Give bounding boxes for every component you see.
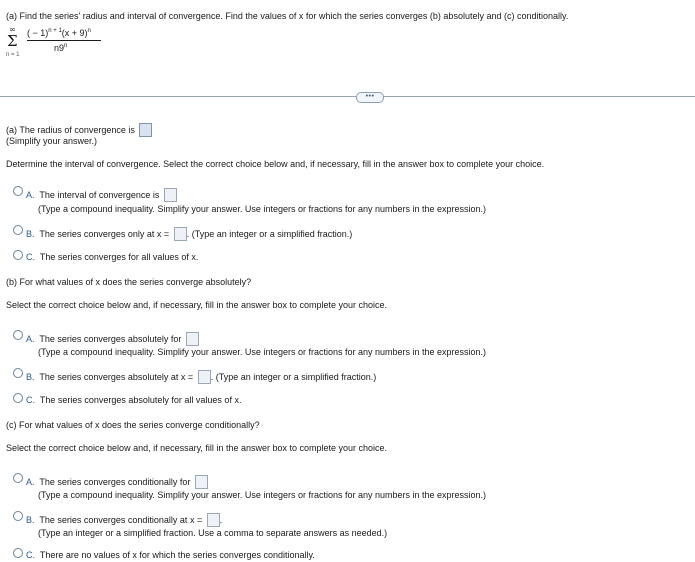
part-c-option-a[interactable] xyxy=(26,475,208,489)
numerator-sign: ( − 1) xyxy=(27,28,49,38)
radius-prompt xyxy=(6,123,152,137)
series-numerator xyxy=(27,28,91,38)
option-letter: A. xyxy=(26,477,35,487)
part-c-instruction: Select the correct choice below and, if necessary, fill in the answer box to complete your choice. xyxy=(6,443,388,453)
option-text: The series converges conditionally for xyxy=(39,477,191,487)
part-b-option-a-radio[interactable] xyxy=(13,330,23,340)
part-c-option-a-radio[interactable] xyxy=(13,473,23,483)
option-text: The interval of convergence is xyxy=(39,190,160,200)
part-c-option-c-radio[interactable] xyxy=(13,548,23,558)
option-letter: B. xyxy=(26,229,35,239)
absolute-interval-answer-box[interactable] xyxy=(186,332,199,346)
part-c-option-b[interactable]: B. The series converges conditionally at x = . xyxy=(26,515,223,525)
part-b-option-b[interactable]: B. The series converges absolutely at x = . (Type an integer or a simplified fraction.) xyxy=(26,372,377,382)
part-b-instruction: Select the correct choice below and, if necessary, fill in the answer box to complete your choice. xyxy=(6,300,388,310)
option-letter: B. xyxy=(26,515,35,525)
part-c-option-b-radio[interactable] xyxy=(13,511,23,521)
sigma-upper-limit: ∞ xyxy=(9,25,16,34)
conditional-interval-answer-box[interactable] xyxy=(195,475,208,489)
option-text: There are no values of x for which the series converges conditionally. xyxy=(39,550,315,560)
option-hint: (Type an integer or a simplified fraction.) xyxy=(191,229,353,239)
sigma-symbol: Σ xyxy=(7,32,18,50)
part-c-question: (c) For what values of x does the series converge conditionally? xyxy=(6,420,260,430)
part-b-option-a[interactable] xyxy=(26,332,199,346)
option-hint: (Type a compound inequality. Simplify your answer. Use integers or fractions for any numbers in the expression.) xyxy=(38,490,487,500)
radius-answer-box[interactable] xyxy=(139,123,152,137)
interval-instruction: Determine the interval of convergence. Select the correct choice below and, if necessary, fill in the answer box to complete your choice. xyxy=(6,159,545,169)
option-letter: C. xyxy=(26,395,35,405)
denominator-exponent: n xyxy=(64,43,68,49)
option-letter: C. xyxy=(26,550,35,560)
interval-answer-box[interactable] xyxy=(164,188,177,202)
option-text: The series converges for all values of x. xyxy=(39,252,199,262)
option-text: The series converges absolutely at x = xyxy=(39,372,194,382)
part-b-option-b-radio[interactable] xyxy=(13,368,23,378)
part-b-question: (b) For what values of x does the series converge absolutely? xyxy=(6,277,252,287)
part-b-option-c-radio[interactable] xyxy=(13,393,23,403)
numerator-term: (x + 9) xyxy=(61,28,88,38)
part-a-option-b[interactable]: B. The series converges only at x = . (Type an integer or a simplified fraction.) xyxy=(26,229,353,239)
option-letter: A. xyxy=(26,190,35,200)
denominator-base: n9 xyxy=(54,43,65,53)
part-a-option-a[interactable] xyxy=(26,188,177,202)
radius-hint: (Simplify your answer.) xyxy=(6,136,98,146)
option-hint: (Type a compound inequality. Simplify your answer. Use integers or fractions for any numbers in the expression.) xyxy=(38,347,487,357)
part-a-option-c[interactable] xyxy=(26,252,198,262)
question-prompt: (a) Find the series' radius and interval of convergence. Find the values of x for which the series converges (b) absolutely and (c) conditionally. xyxy=(6,11,569,21)
absolute-point-answer-box[interactable] xyxy=(198,370,211,384)
numerator-term-exponent: n xyxy=(87,28,91,34)
conditional-point-answer-box[interactable] xyxy=(207,513,220,527)
part-a-option-c-radio[interactable] xyxy=(13,250,23,260)
radius-label: (a) The radius of convergence is xyxy=(6,125,135,135)
series-denominator xyxy=(54,43,67,53)
option-text: The series converges absolutely for all values of x. xyxy=(39,395,242,405)
single-point-answer-box[interactable] xyxy=(174,227,187,241)
numerator-sign-exponent: n + 1 xyxy=(48,28,62,34)
more-button[interactable]: ••• xyxy=(356,92,384,103)
option-letter: A. xyxy=(26,334,35,344)
part-c-option-c[interactable] xyxy=(26,550,315,560)
section-divider xyxy=(0,96,695,97)
option-text: The series converges conditionally at x = xyxy=(39,515,203,525)
option-text: The series converges only at x = xyxy=(39,229,170,239)
fraction-bar xyxy=(27,40,101,41)
part-a-option-a-radio[interactable] xyxy=(13,186,23,196)
option-hint: (Type a compound inequality. Simplify your answer. Use integers or fractions for any numbers in the expression.) xyxy=(38,204,487,214)
part-b-option-c[interactable] xyxy=(26,395,241,405)
option-hint: (Type an integer or a simplified fraction. Use a comma to separate answers as needed.) xyxy=(38,528,388,538)
option-text: The series converges absolutely for xyxy=(39,334,182,344)
sigma-lower-limit: n = 1 xyxy=(6,52,20,58)
option-letter: B. xyxy=(26,372,35,382)
option-hint: (Type an integer or a simplified fraction.) xyxy=(215,372,377,382)
part-a-option-b-radio[interactable] xyxy=(13,225,23,235)
option-letter: C. xyxy=(26,252,35,262)
